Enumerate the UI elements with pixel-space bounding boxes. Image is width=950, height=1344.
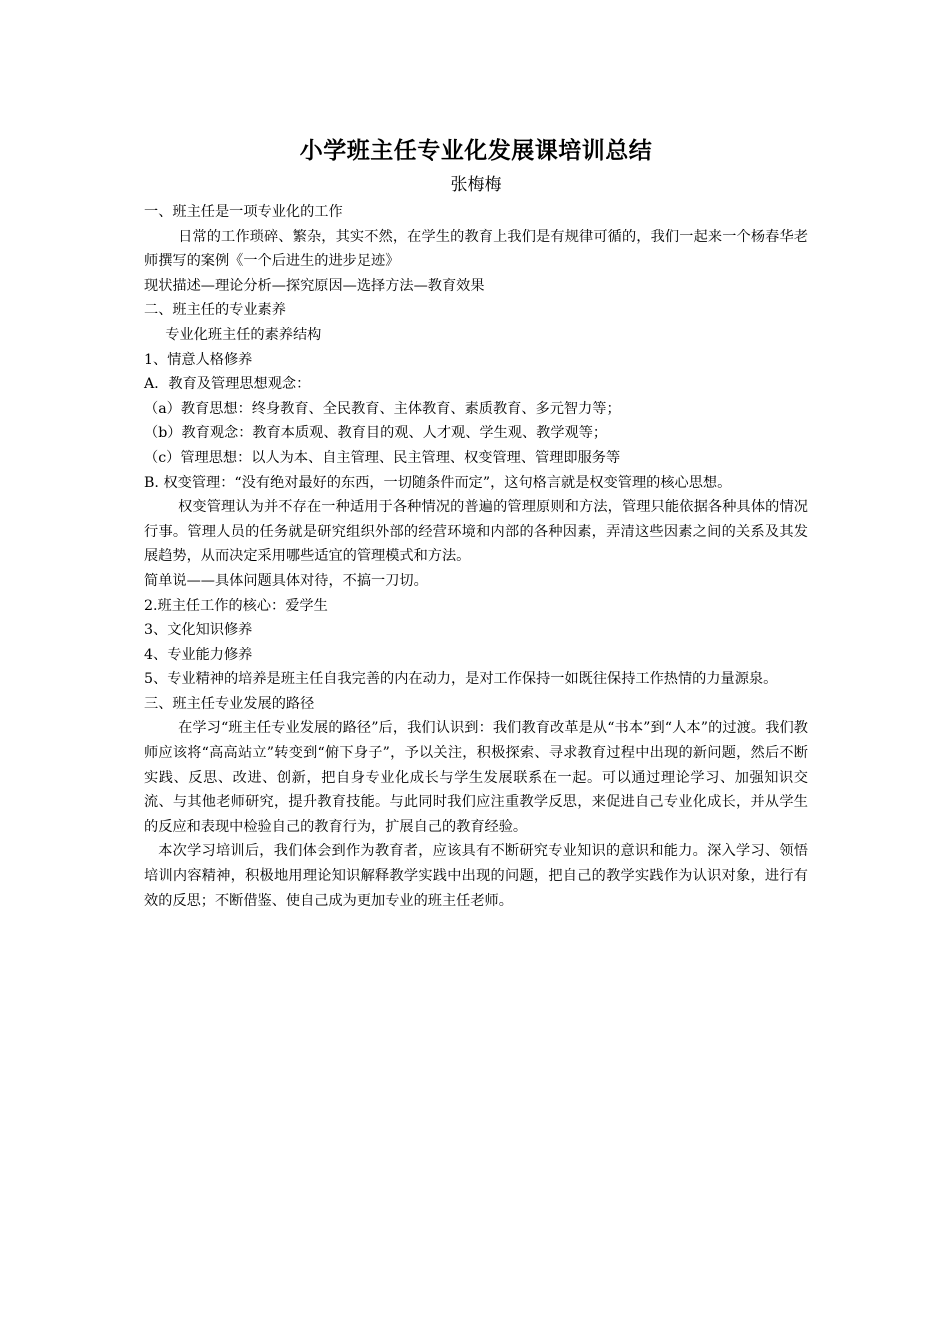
list-item: （a）教育思想：终身教育、全民教育、主体教育、素质教育、多元智力等；: [144, 400, 621, 417]
list-item: 3、文化知识修养: [144, 622, 253, 639]
section-heading-1: 一、班主任是一项专业化的工作: [144, 204, 343, 220]
paragraph: 简单说——具体问题具体对待，不搞一刀切。: [144, 572, 428, 589]
list-item: A．教育及管理思想观念：: [144, 376, 311, 393]
list-item: （c）管理思想：以人为本、自主管理、民主管理、权变管理、管理即服务等: [144, 449, 621, 466]
document-author: 张梅梅: [450, 175, 502, 195]
paragraph: 现状描述—理论分析—探究原因—选择方法—教育效果: [144, 277, 485, 294]
section-heading-2: 二、班主任的专业素养: [144, 302, 286, 319]
paragraph: 本次学习培训后，我们体会到作为教育者，应该具有不断研究专业知识的意识和能力。深入学习、领悟培训内容精神，积极地用理论知识解释教学实践中出现的问题，把自己的教学实践作为认识对象，进行有效的反思；不断借鉴、使自己成为更加专业的班主任老师。: [144, 843, 808, 909]
list-item: 4、专业能力修养: [144, 646, 253, 663]
section-heading-3: 三、班主任专业发展的路径: [144, 695, 315, 712]
list-item: （b）教育观念：教育本质观、教育目的观、人才观、学生观、教学观等；: [144, 425, 608, 442]
document-page: [144, 136, 808, 913]
list-item: 5、专业精神的培养是班主任自我完善的内在动力，是对工作保持一如既往保持工作热情的力量源泉。: [144, 671, 778, 688]
subheading: 专业化班主任的素养结构: [165, 326, 322, 343]
document-title: 小学班主任专业化发展课培训总结: [299, 138, 653, 164]
paragraph: 日常的工作琐碎、繁杂，其实不然，在学生的教育上我们是有规律可循的，我们一起来一个杨春华老师撰写的案例《一个后进生的进步足迹》: [144, 228, 808, 270]
paragraph: 在学习“班主任专业发展的路径”后，我们认识到：我们教育改革是从“书本”到“人本”的过渡。我们教师应该将“高高站立”转变到“俯下身子”，予以关注，积极探索、寻求教育过程中出现的新问题，然后不断实践、反思、改进、创新，把自身专业化成长与学生发展联系在一起。可以通过理论学习、加强知识交流、与其他老师研究，提升教育技能。与此同时我们应注重教学反思，来促进自己专业化成长，并从学生的反应和表现中检验自己的教育行为，扩展自己的教育经验。: [144, 720, 808, 835]
list-item: 2.班主任工作的核心：爱学生: [144, 597, 328, 614]
paragraph: B. 权变管理：“没有绝对最好的东西，一切随条件而定”，这句格言就是权变管理的核心思想。: [144, 474, 732, 491]
paragraph: 权变管理认为并不存在一种适用于各种情况的普遍的管理原则和方法，管理只能依据各种具体的情况行事。管理人员的任务就是研究组织外部的经营环境和内部的各种因素，弄清这些因素之间的关系及其发展趋势，从而决定采用哪些适宜的管理模式和方法。: [144, 499, 808, 565]
list-item: 1、情意人格修养: [144, 351, 253, 368]
